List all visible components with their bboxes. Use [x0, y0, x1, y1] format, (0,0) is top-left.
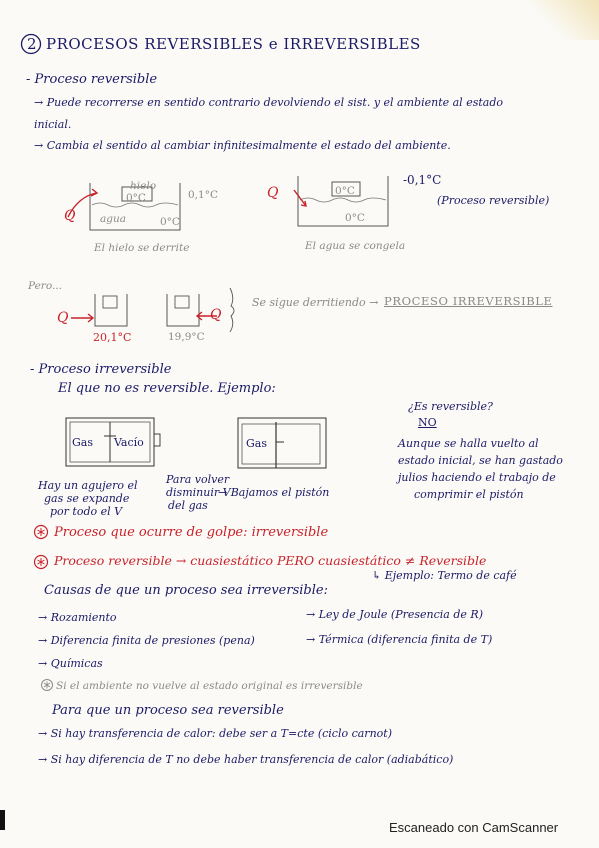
reversible-process-note: (Proceso reversible) [437, 194, 550, 207]
temp-20-1: 20,1°C [93, 331, 132, 344]
explanation-line-2: estado inicial, se han gastado [398, 454, 563, 467]
pencil-note-ambient: Si el ambiente no vuelve al estado original es irreversible [56, 680, 363, 692]
reversible-line-1: → Puede recorrerse en sentido contrario devolviendo el sist. y el ambiente al estado [34, 96, 503, 109]
cause-chemical: → Químicas [38, 657, 103, 670]
condition-heat-transfer: → Si hay transferencia de calor: debe ser a T=cte (ciclo carnot) [38, 727, 392, 740]
conditions-heading: Para que un proceso sea reversible [52, 703, 284, 718]
heat-label-4: Q [210, 307, 222, 323]
pero-label: Pero... [28, 280, 62, 292]
gas-label-2: Gas [246, 437, 267, 450]
question-reversible: ¿Es reversible? [408, 400, 493, 413]
cap1-line-3: por todo el V [50, 505, 123, 518]
cap1-line-1: Hay un agujero el [38, 479, 138, 492]
reversible-line-1b: inicial. [34, 118, 72, 131]
heat-label-2: Q [267, 185, 279, 201]
causes-heading: Causas de que un proceso sea irreversible: [44, 583, 328, 598]
cap1-line-2: gas se expande [44, 492, 130, 505]
ice-cell-temp: 0°C [126, 192, 146, 204]
cap2-line-1: Para volver [166, 473, 230, 486]
page-title: PROCESOS REVERSIBLES e IRREVERSIBLES [46, 35, 421, 53]
cause-joule: → Ley de Joule (Presencia de R) [306, 608, 483, 621]
explanation-line-1: Aunque se halla vuelto al [398, 437, 539, 450]
vacuum-label: Vacío [114, 436, 144, 449]
heat-label-3: Q [57, 310, 69, 326]
temp-19-9: 19,9°C [168, 331, 205, 343]
quasistatic-example: ↳ Ejemplo: Termo de café [372, 569, 517, 582]
camscanner-watermark: Escaneado con CamScanner [389, 820, 559, 835]
reversible-heading: - Proceso reversible [26, 72, 158, 87]
cause-friction: → Rozamiento [38, 611, 117, 624]
cap2-line-2: disminuir V [166, 486, 231, 499]
explanation-line-3: julios haciendo el trabajo de [398, 471, 556, 484]
caption-water-freezes: El agua se congela [305, 240, 406, 252]
lower-piston-text: → Bajamos el pistón [218, 486, 330, 499]
caption-ice-melts: El hielo se derrite [94, 242, 190, 254]
gas-label-1: Gas [72, 436, 93, 449]
answer-no: NO [418, 416, 437, 429]
irreversible-melt-diagram [55, 290, 235, 340]
keeps-melting-text: Se sigue derritiendo → [252, 296, 379, 309]
asterisk-bullet-3 [40, 678, 54, 692]
section-number: 2 [27, 35, 38, 53]
ambient-temp-2: -0,1°C [403, 173, 442, 187]
water-temp: 0°C [160, 216, 180, 228]
cause-pressure: → Diferencia finita de presiones (pena) [38, 634, 255, 647]
ambient-temp-1: 0,1°C [188, 189, 218, 201]
condition-adiabatic: → Si hay diferencia de T no debe haber transferencia de calor (adiabático) [38, 753, 454, 766]
scanner-edge-mark [0, 810, 5, 830]
water-label: agua [100, 213, 127, 225]
irreversible-heading: - Proceso irreversible [30, 362, 172, 377]
asterisk-bullet-1 [33, 524, 49, 540]
irreversible-sub: El que no es reversible. Ejemplo: [58, 381, 276, 396]
asterisk-bullet-2 [33, 554, 49, 570]
page-glare [529, 0, 599, 40]
freeze-cell-temp: 0°C [335, 185, 355, 197]
quasistatic-note: Proceso reversible → cuasiestático PERO cuasiestático ≠ Reversible [54, 553, 487, 568]
ice-label: hielo [130, 180, 157, 192]
water-freezing-diagram [270, 168, 400, 238]
explanation-line-4: comprimir el pistón [414, 488, 524, 501]
sudden-process-note: Proceso que ocurre de golpe: irreversible [54, 525, 329, 540]
cause-thermal: → Térmica (diferencia finita de T) [306, 633, 493, 646]
cap2-line-3: del gas [168, 499, 208, 512]
heat-label-1: Q [64, 208, 76, 224]
irreversible-process-tag: PROCESO IRREVERSIBLE [384, 294, 553, 308]
freeze-water-temp: 0°C [345, 212, 365, 224]
reversible-line-2: → Cambia el sentido al cambiar infinitesimalmente el estado del ambiente. [34, 139, 451, 152]
